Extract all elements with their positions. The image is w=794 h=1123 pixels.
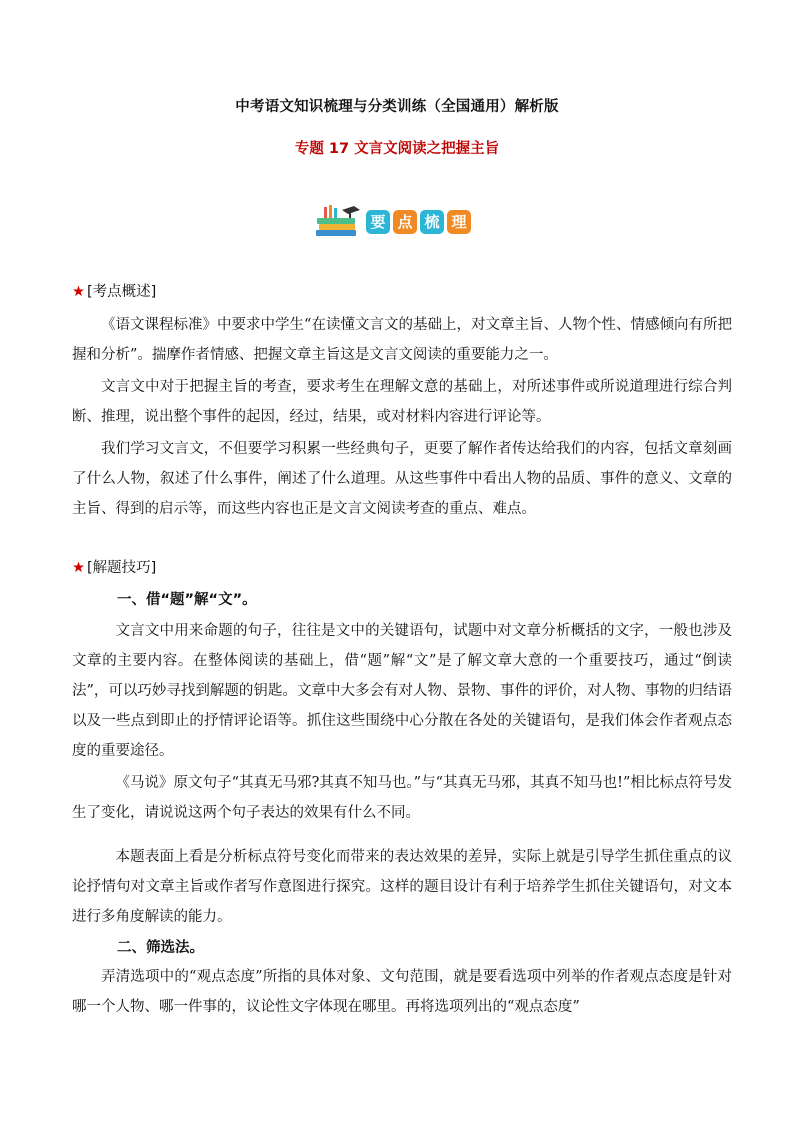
method-1-paragraph-3: 本题表面上看是分析标点符号变化而带来的表达效果的差异，实际上就是引导学生抓住重点的议论抒情句对文章主旨或作者写作意图进行探究。这样的题目设计有利于培养学生抓住关键语句，对文本进行多角度解读的能力。 bbox=[72, 849, 732, 925]
overview-heading bbox=[72, 280, 156, 301]
tips-heading-label: [解题技巧] bbox=[87, 560, 157, 576]
method-1-paragraph-2: 《马说》原文句子“其真无马邪?其真不知马也。”与“其真无马邪，其真不知马也!”相比标点符号发生了变化，请说说这两个句子表达的效果有什么不同。 bbox=[72, 775, 732, 821]
star-icon: ★ bbox=[72, 284, 85, 300]
badge-char-2: 点 bbox=[393, 210, 417, 234]
overview-paragraph-1: 《语文课程标准》中要求中学生“在读懂文言文的基础上，对文章主旨、人物个性、情感倾向有所把握和分析”。揣摩作者情感、把握文章主旨这是文言文阅读的重要能力之一。 bbox=[72, 317, 732, 363]
overview-paragraph-2: 文言文中对于把握主旨的考查，要求考生在理解文意的基础上，对所述事件或所说道理进行综合判断、推理，说出整个事件的起因，经过，结果，或对材料内容进行评论等。 bbox=[72, 379, 732, 425]
star-icon: ★ bbox=[72, 560, 85, 576]
method-2-title: 二、筛选法。 bbox=[117, 940, 204, 956]
badge-char-1: 要 bbox=[366, 210, 390, 234]
badge-char-4: 理 bbox=[447, 210, 471, 234]
document-title: 中考语文知识梳理与分类训练（全国通用）解析版 bbox=[235, 99, 559, 115]
method-1-paragraph-1: 文言文中用来命题的句子，往往是文中的关键语句，试题中对文章分析概括的文字，一般也涉及文章的主要内容。在整体阅读的基础上，借“题”解“文”是了解文章大意的一个重要技巧，通过“倒读法”，可以巧妙寻找到解题的钥匙。文章中大多会有对人物、景物、事件的评价，对人物、事物的归结语以及一些点到即止的抒情评论语等。抓住这些围绕中心分散在各处的关键语句，是我们体会作者观点态度的重要途径。 bbox=[72, 623, 732, 759]
overview-heading-label: [考点概述] bbox=[87, 284, 157, 300]
key-points-badge bbox=[310, 204, 490, 240]
badge-char-3: 梳 bbox=[420, 210, 444, 234]
method-2-paragraph-1: 弄清选项中的“观点态度”所指的具体对象、文句范围，就是要看选项中列举的作者观点态度是针对哪一个人物、哪一件事的，议论性文字体现在哪里。再将选项列出的“观点态度” bbox=[72, 969, 732, 1015]
badge-label bbox=[366, 210, 471, 234]
overview-paragraph-3: 我们学习文言文，不但要学习积累一些经典句子，更要了解作者传达给我们的内容，包括文章刻画了什么人物，叙述了什么事件，阐述了什么道理。从这些事件中看出人物的品质、事件的意义、文章的主旨、得到的启示等，而这些内容也正是文言文阅读考查的重点、难点。 bbox=[72, 441, 732, 517]
method-1-title: 一、借“题”解“文”。 bbox=[117, 592, 257, 608]
tips-heading bbox=[72, 556, 156, 577]
topic-title: 专题 17 文言文阅读之把握主旨 bbox=[294, 141, 500, 157]
books-icon bbox=[310, 204, 364, 240]
